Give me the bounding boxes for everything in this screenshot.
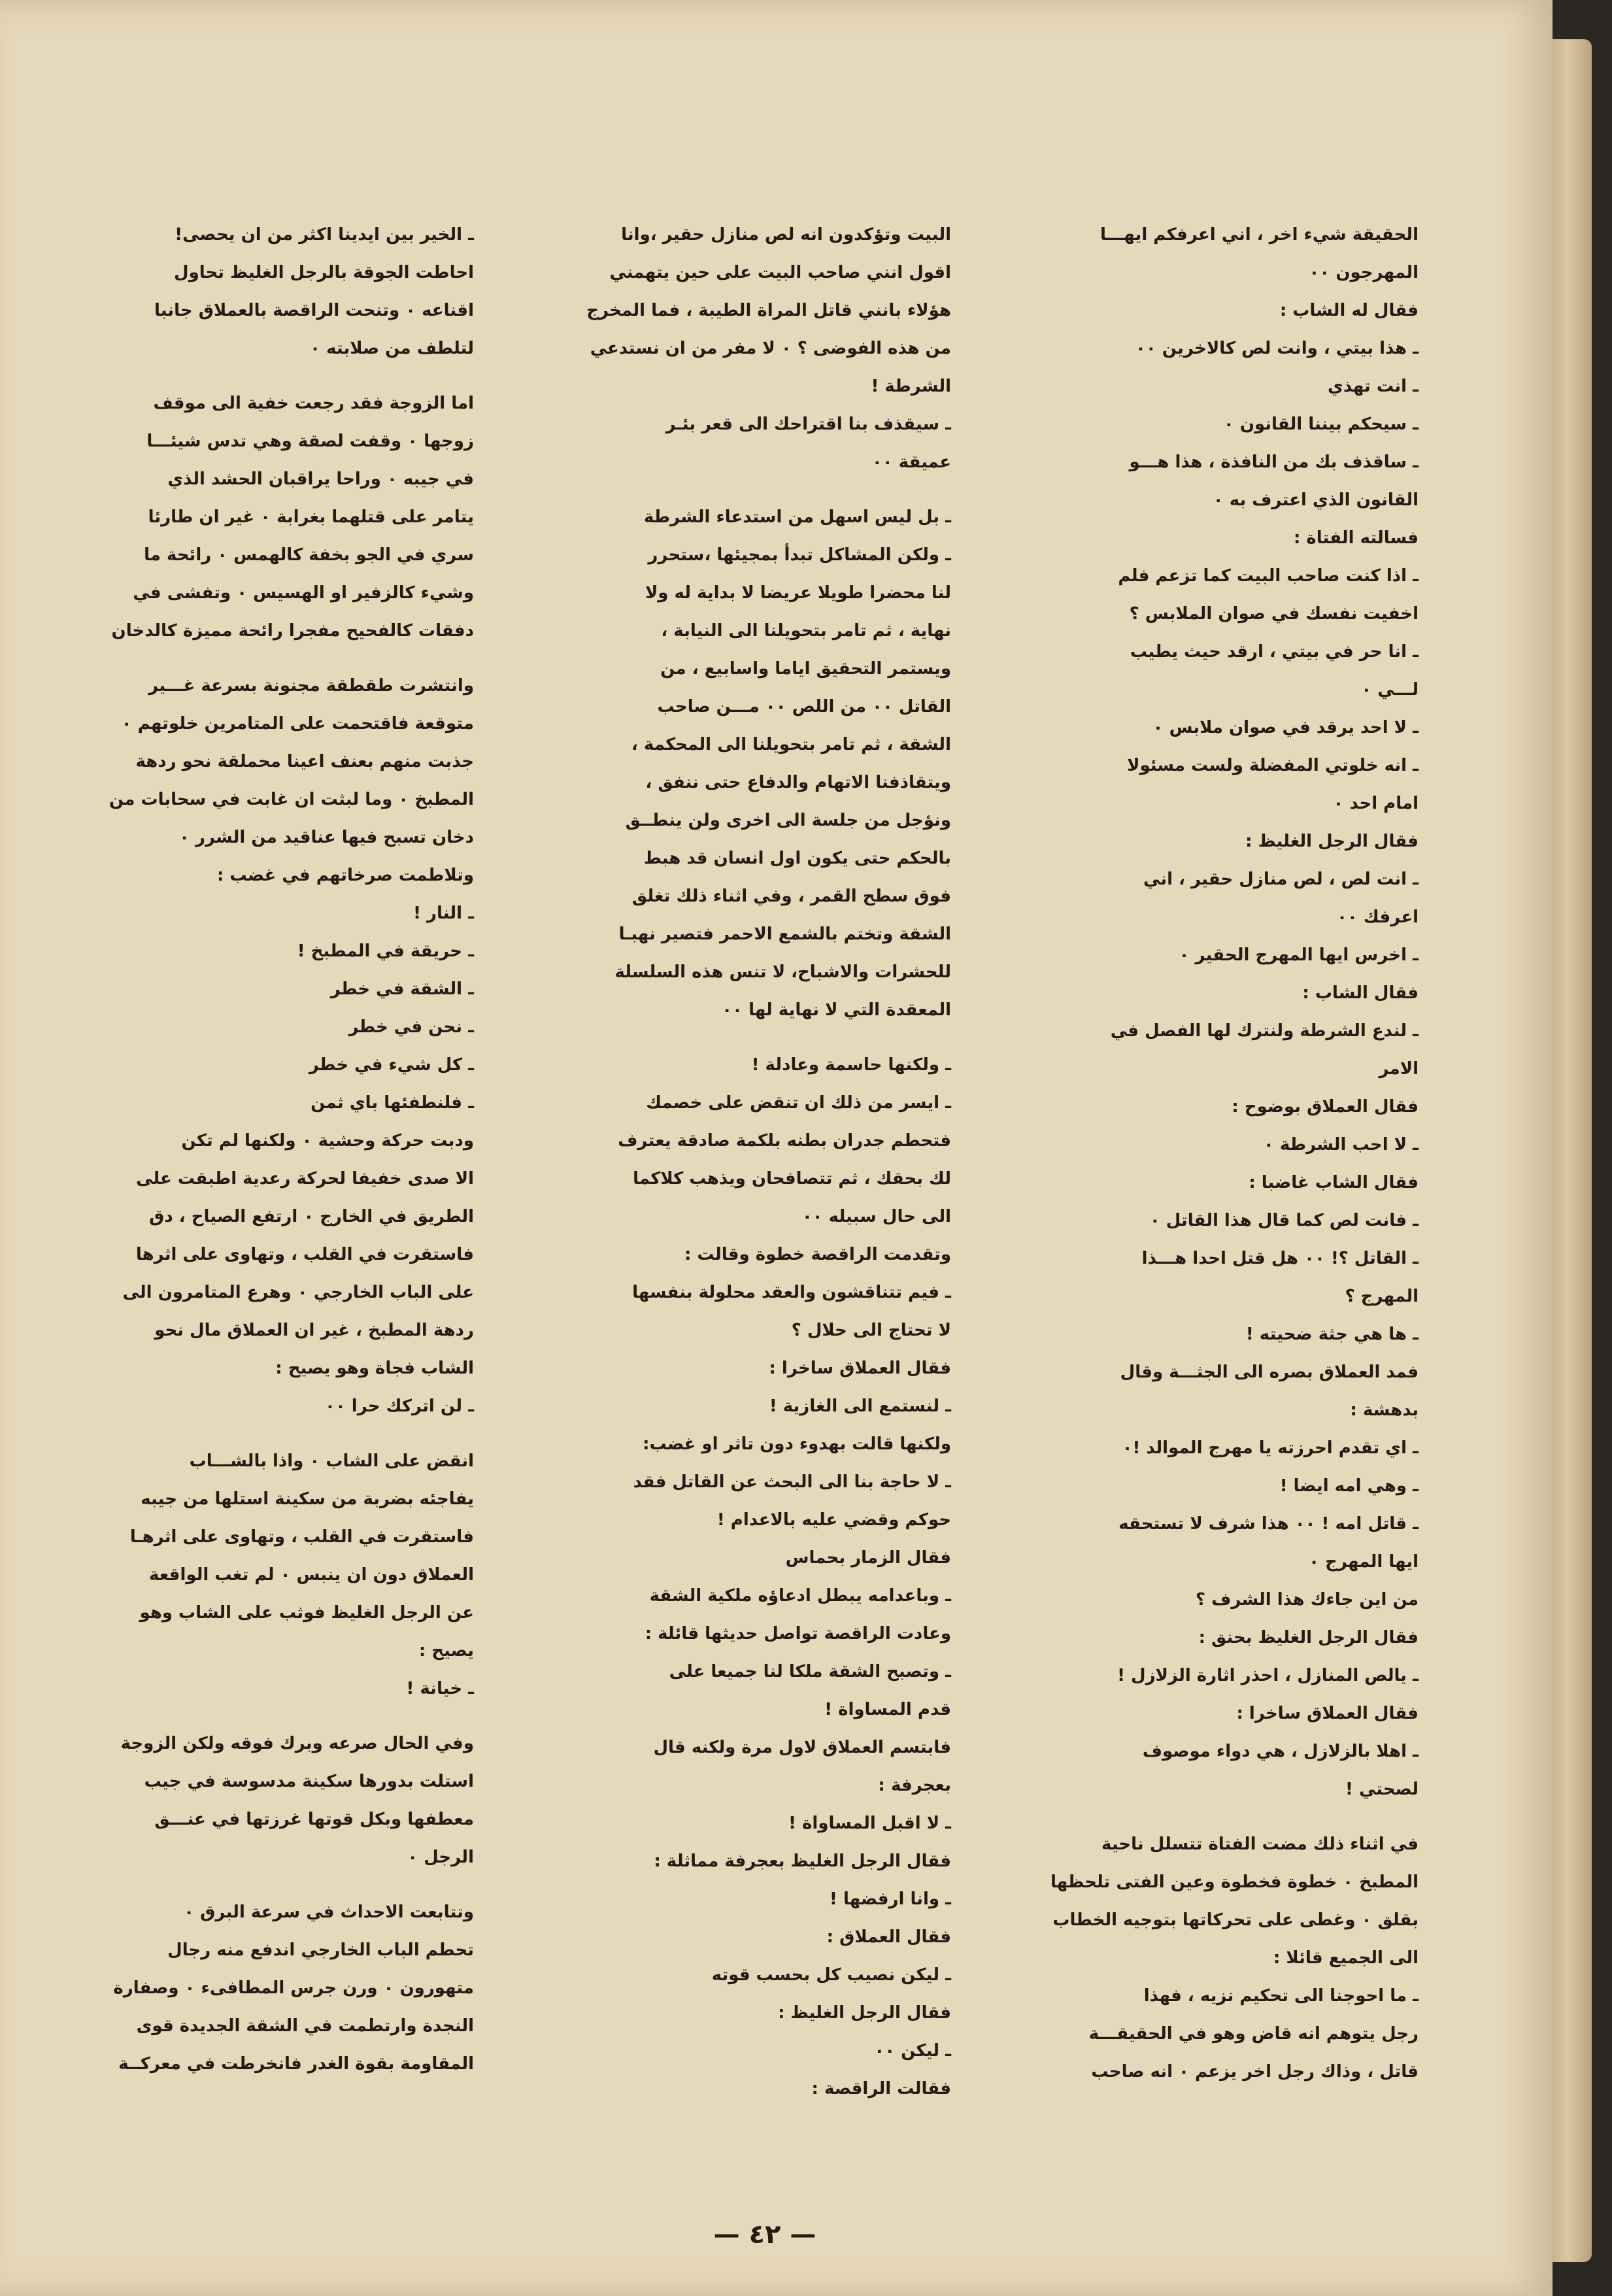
text-line: وفي الحال صرعه وبرك فوقه ولكن الزوجة [120,1734,474,1753]
text-line: الشرطة ! [871,377,951,396]
text-line: لا تحتاج الى حلال ؟ [791,1321,951,1340]
text-line: ـ وهي امه ايضا ! [1279,1476,1419,1496]
text-line: اقناعه ٠ وتنحت الراقصة بالعملاق جانبا [154,301,474,320]
text-line: ـ ها هي جثة ضحيته ! [1245,1325,1419,1344]
text-line: الرجل ٠ [407,1848,474,1867]
text-column-middle [559,216,951,2108]
text-line: عميقة ٠٠ [871,452,951,472]
text-line: لـــي ٠ [1361,680,1419,700]
text-line: الشقة وتختم بالشمع الاحمر فتصير نهبـا [618,924,951,944]
text-line: ويستمر التحقيق اياما واسابيع ، من [660,659,951,679]
text-line: ـ فانت لص كما قال هذا القاتل ٠ [1149,1211,1419,1230]
text-line: اقول انني صاحب البيت على حين يتهمني [609,263,951,282]
text-line: ـ انه خلوتي المفضلة ولست مسئولا [1127,756,1419,775]
text-line: بدهشة : [1350,1400,1419,1420]
text-line: قدم المساواة ! [824,1700,951,1719]
text-line: فقالت الراقصة : [811,2079,951,2099]
text-line: ـ الشقة في خطر [330,979,474,999]
text-line: الا صدى خفيفا لحركة رعدية اطبقت على [136,1169,474,1189]
text-line: ـ اذا كنت صاحب البيت كما تزعم فلم [1118,566,1419,586]
text-line: فقال الرجل الغليظ بعجرفة مماثلة : [654,1851,951,1871]
text-line: ـ لا احب الشرطة ٠ [1263,1135,1419,1155]
text-line: ـ ما احوجنا الى تحكيم نزيه ، فهذا [1143,1986,1419,2006]
text-line: فابتسم العملاق لاول مرة ولكنه قال [653,1738,951,1757]
text-line: فاستقرت في القلب ، وتهاوى على اثرهـا [129,1527,474,1547]
text-line: وانتشرت طقطقة مجنونة بسرعة غـــير [148,676,474,696]
text-line: اخفيت نفسك في صوان الملابس ؟ [1129,604,1419,624]
text-line: اعرفك ٠٠ [1337,907,1419,927]
text-line: ـ وباعدامه يبطل ادعاؤه ملكية الشقة [649,1586,951,1606]
text-line: فقال الزمار بحماس [785,1548,951,1568]
text-line: ـ سيحكم بيننا القانون ٠ [1223,414,1419,434]
text-line: ـ ولكنها حاسمة وعادلة ! [751,1055,951,1075]
text-line: ـ هذا بيتي ، وانت لص كالاخرين ٠٠ [1135,339,1419,358]
text-line: فوق سطح القمر ، وفي اثناء ذلك تغلق [631,886,951,906]
text-line: وتلاطمت صرخاتهم في غضب : [216,866,474,885]
text-line: دخان تسبح فيها عناقيد من الشرر ٠ [179,828,474,847]
text-line: القاتل ٠٠ من اللص ٠٠ مـــن صاحب [657,697,951,717]
text-line: ايها المهرج ٠ [1309,1552,1419,1572]
text-line: دفقات كالفحيح مفجرا رائحة مميزة كالدخان [111,621,474,641]
text-line: ـ انت لص ، لص منازل حقير ، اني [1143,869,1419,889]
text-line: ـ ساقذف بك من النافذة ، هذا هـــو [1129,452,1419,472]
text-line: الى حال سبيله ٠٠ [801,1207,951,1226]
text-line: ـ لا حاجة بنا الى البحث عن القاتل فقد [633,1472,951,1492]
text-line: وعادت الراقصة تواصل حديثها قائلة : [645,1624,951,1644]
text-line: النجدة وارتطمت في الشقة الجديدة قوى [136,2016,474,2036]
text-line: ودبت حركة وحشية ٠ ولكنها لم تكن [181,1131,474,1151]
text-line: جذبت منهم بعنف اعينا محملقة نحو ردهة [135,752,474,771]
text-line: المعقدة التي لا نهاية لها ٠٠ [722,1000,951,1020]
text-line: متهورون ٠ ورن جرس المطافىء ٠ وصفارة [113,1978,474,1998]
text-line: فقال الرجل الغليظ : [778,2003,951,2023]
text-line: ـ وانا ارفضها ! [830,1889,951,1909]
text-line: رجل يتوهم انه قاض وهو في الحقيقـــة [1088,2024,1419,2044]
text-line: معطفها وبكل قوتها غرزتها في عنـــق [154,1810,474,1829]
text-line: المطبخ ٠ خطوة فخطوة وعين الفتى تلحظها [1050,1872,1419,1892]
text-line: الامر [1379,1059,1419,1079]
text-line: فقال العملاق : [826,1927,951,1947]
text-line: في جيبه ٠ وراحا يراقبان الحشد الذي [167,469,474,489]
text-line: الشاب فجاة وهو يصيح : [275,1359,474,1378]
text-line: ـ وتصبح الشقة ملكا لنا جميعا على [669,1662,951,1681]
text-line: فقال العملاق ساخرا : [1236,1704,1419,1723]
text-line: سري في الجو بخفة كالهمس ٠ رائحة ما [144,545,474,565]
text-line: فقال العملاق ساخرا : [769,1359,951,1378]
text-line: الطريق في الخارج ٠ ارتفع الصياح ، دق [149,1207,474,1226]
text-line: لك بحقك ، ثم تتصافحان ويذهب كلاكما [633,1169,951,1189]
text-line: ـ نحن في خطر [348,1017,474,1037]
text-line: في اثناء ذلك مضت الفتاة تتسلل ناحية [1101,1834,1419,1854]
text-line: اما الزوجة فقد رجعت خفية الى موقف [153,394,474,413]
text-line: ـ ليكن ٠٠ [874,2041,951,2061]
text-line: ـ ولكن المشاكل تبدأ بمجيئها ،ستحرر [648,545,951,565]
text-line: من اين جاءك هذا الشرف ؟ [1196,1590,1419,1610]
text-line: القانون الذي اعترف به ٠ [1213,490,1419,510]
text-line: ـ كل شيء في خطر [309,1055,474,1075]
text-line: ـ لندع الشرطة ولنترك لها الفصل في [1110,1021,1419,1041]
text-line: فقال الشاب : [1302,983,1419,1003]
text-line: هؤلاء بانني قاتل المراة الطيبة ، فما المخرج [586,301,951,320]
text-line: عن الرجل الغليظ فوثب على الشاب وهو [139,1603,474,1623]
text-line: بعجرفة : [878,1776,951,1795]
text-line: بقلق ٠ وغطى على تحركاتها بتوجيه الخطاب [1052,1910,1419,1930]
page-number: — ٤٢ — [713,2220,816,2250]
text-line: فقال العملاق بوضوح : [1232,1097,1419,1117]
text-line: فقال الرجل الغليظ : [1245,832,1419,851]
text-line: يفاجئه بضربة من سكينة استلها من جيبه [141,1489,474,1509]
text-line: المطبخ ٠ وما لبثت ان غابت في سحابات من [109,790,474,809]
text-line: المهرجون ٠٠ [1309,263,1419,282]
text-line: فقال الرجل الغليظ بحنق : [1198,1628,1419,1647]
text-line: احاطت الجوقة بالرجل الغليظ تحاول [174,263,474,282]
text-line: ـ حريقة في المطبخ ! [297,941,474,961]
text-line: لصحتي ! [1345,1780,1419,1799]
text-line: يتامر على قتلهما بغرابة ٠ غير ان طارئا [148,507,474,527]
text-line: الشقة ، ثم تامر بتحويلنا الى المحكمة ، [631,735,951,754]
text-line: فاستقرت في القلب ، وتهاوى على اثرها [135,1245,474,1264]
text-line: متوقعة فاقتحمت على المتامرين خلوتهم ٠ [121,714,474,734]
text-line: البيت وتؤكدون انه لص منازل حقير ،وانا [621,225,951,245]
text-line: يصيح : [418,1641,474,1661]
text-line: المقاومة بقوة الغدر فانخرطت في معركــة [118,2054,474,2074]
text-line: ـ انا حر في بيتي ، ارقد حيث يطيب [1130,642,1419,662]
text-line: انقض على الشاب ٠ واذا بالشـــاب [189,1451,474,1471]
text-line: لتلطف من صلابته ٠ [310,339,474,358]
text-line: على الباب الخارجي ٠ وهرع المتامرون الى [122,1283,474,1302]
text-line: العملاق دون ان ينبس ٠ لم تغب الواقعة [148,1565,474,1585]
text-line: فسالته الفتاة : [1293,528,1419,548]
text-line: ـ اي تقدم احرزته يا مهرج الموالد !٠ [1122,1438,1419,1458]
text-line: وشيء كالزفير او الهسيس ٠ وتفشى في [133,583,474,603]
text-line: استلت بدورها سكينة مدسوسة في جيب [144,1772,474,1791]
text-line: امام احد ٠ [1333,794,1419,813]
text-line: ـ لنستمع الى الغازية ! [769,1396,951,1416]
page-edge-stack [1553,39,1592,2262]
text-line: فمد العملاق بصره الى الجثـــة وقال [1120,1362,1419,1382]
text-line: الحقيقة شيء اخر ، اني اعرفكم ايهـــا [1100,225,1419,245]
text-line: وتتابعت الاحداث في سرعة البرق ٠ [184,1902,474,1922]
text-line: تحطم الباب الخارجي اندفع منه رجال [167,1940,474,1960]
text-line: من هذه الفوضى ؟ ٠ لا مفر من ان نستدعي [590,339,951,358]
text-column-left [82,216,474,2083]
text-line: ـ الخير بين ايدينا اكثر من ان يحصى! [175,225,474,245]
text-line: للحشرات والاشباح، لا تنس هذه السلسلة [614,962,951,982]
text-line: ـ اخرس ايها المهرج الحقير ٠ [1179,945,1419,965]
text-line: فقال له الشاب : [1279,301,1419,320]
text-line: ـ قاتل امه ! ٠٠ هذا شرف لا تستحقه [1118,1514,1419,1534]
text-line: قاتل ، وذاك رجل اخر يزعم ٠ انه صاحب [1091,2062,1419,2082]
text-line: ـ يالص المنازل ، احذر اثارة الزلازل ! [1117,1666,1419,1685]
text-line: ـ سيقذف بنا اقتراحك الى قعر بئـر [665,414,951,434]
text-line: ويتقاذفنا الاتهام والدفاع حتى ننفق ، [645,773,951,792]
text-line: ردهة المطبخ ، غير ان العملاق مال نحو [154,1321,474,1340]
text-line: وتقدمت الراقصة خطوة وقالت : [684,1245,951,1264]
text-line: ـ بل ليس اسهل من استدعاء الشرطة [643,507,951,527]
text-line: فقال الشاب غاضبا : [1249,1173,1419,1192]
text-line: ـ فيم تتناقشون والعقد محلولة بنفسها [632,1283,951,1302]
text-line: ونؤجل من جلسة الى اخرى ولن ينطــق [625,811,951,830]
text-line: ـ اهلا بالزلازل ، هي دواء موصوف [1142,1742,1419,1761]
text-line: ـ لن اتركك حرا ٠٠ [324,1396,474,1416]
text-column-right [1033,216,1419,2091]
text-line: الى الجميع قائلا : [1273,1948,1419,1968]
text-line: ـ ايسر من ذلك ان تنقض على خصمك [646,1093,951,1113]
text-line: ـ لا احد يرقد في صوان ملابس ٠ [1152,718,1419,737]
text-line: ـ لا اقبل المساواة ! [788,1814,951,1833]
text-line: ـ ليكن نصيب كل بحسب قوته [711,1965,951,1985]
text-line: بالحكم حتى يكون اول انسان قد هبط [643,849,951,868]
text-line: ـ فلنطفئها باي ثمن [311,1093,474,1113]
text-line: ـ النار ! [413,903,474,923]
text-line: ولكنها قالت بهدوء دون تاثر او غضب: [643,1434,951,1454]
text-line: لنا محضرا طويلا عريضا لا بداية له ولا [645,583,951,603]
text-line: نهاية ، ثم تامر بتحويلنا الى النيابة ، [661,621,951,641]
text-line: زوجها ٠ وقفت لصقة وهي تدس شيئـــا [146,431,474,451]
text-line: ـ انت تهذي [1328,377,1419,396]
text-line: ـ القاتل ؟! ٠٠ هل قتل احدا هـــذا [1141,1249,1419,1268]
text-line: حوكم وقضي عليه بالاعدام ! [716,1510,951,1530]
text-line: ـ خيانة ! [406,1679,474,1698]
text-line: المهرج ؟ [1345,1287,1419,1306]
text-line: فتحطم جدران بطنه بلكمة صادقة يعترف [618,1131,951,1151]
